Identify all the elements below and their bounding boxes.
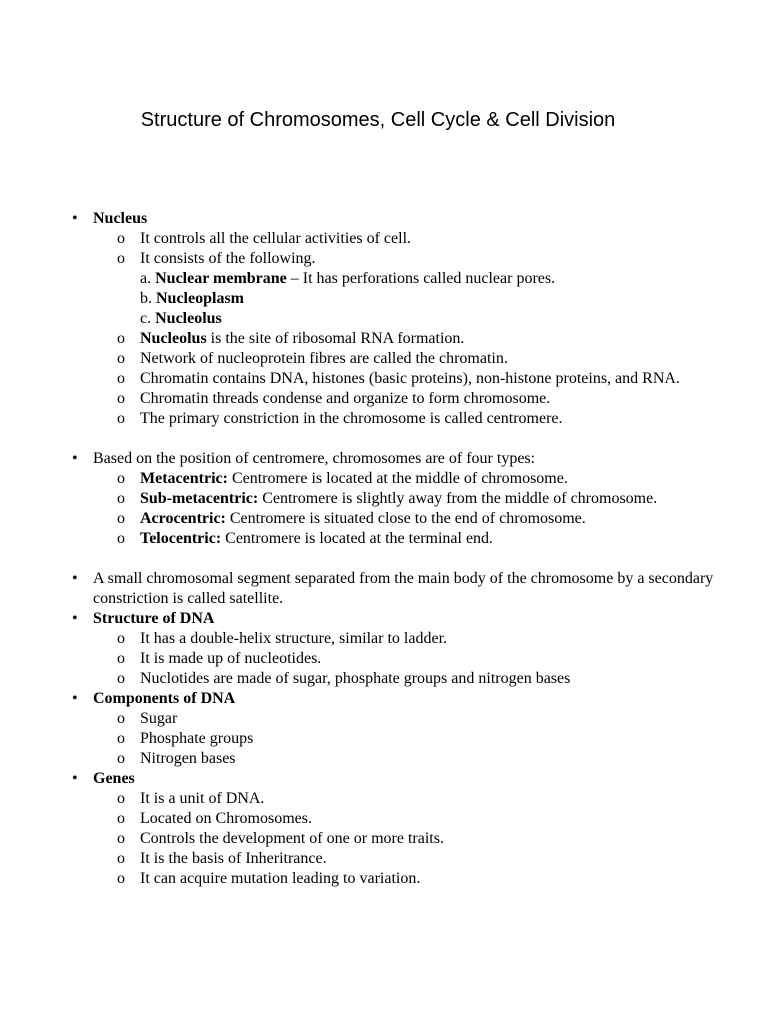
circle-bullet-icon: o [117,510,125,527]
heading-nucleus: Nucleus [93,210,148,227]
item-text: Centromere is slightly away from the middle of chromosome. [258,490,658,507]
bullet-icon: • [72,610,78,627]
list-item-genes [0,769,740,789]
list-item [0,249,740,269]
item-text: It controls all the cellular activities of cell. [140,230,412,247]
circle-bullet-icon: o [117,370,125,387]
item-text: It consists of the following. [140,250,316,267]
item-text: is the site of ribosomal RNA formation. [206,330,465,347]
circle-bullet-icon: o [117,790,125,807]
list-item [0,789,740,809]
list-item-dna-components [0,689,740,709]
item-text: Controls the development of one or more traits. [140,830,444,847]
list-item [0,529,740,549]
sub-item-prefix: b. [140,290,156,307]
circle-bullet-icon: o [117,630,125,647]
item-text: The primary constriction in the chromosome is called centromere. [140,410,563,427]
circle-bullet-icon: o [117,710,125,727]
list-item [0,829,740,849]
list-item [0,369,740,389]
term-nucleoplasm: Nucleoplasm [156,290,244,307]
item-text: Phosphate groups [140,730,254,747]
list-item [0,629,740,649]
circle-bullet-icon: o [117,670,125,687]
item-text: It is the basis of Inheritrance. [140,850,327,867]
term-nucleolus: Nucleolus [140,330,207,347]
list-item [0,849,740,869]
list-item [0,749,740,769]
term-sub-metacentric: Sub-metacentric: [140,490,259,507]
list-item [0,509,740,529]
list-item [0,729,740,749]
item-text: It has a double-helix structure, similar to ladder. [140,630,448,647]
item-text: Chromatin contains DNA, histones (basic proteins), non-histone proteins, and RNA. [140,370,680,387]
item-text: – It has perforations called nuclear pores. [286,270,556,287]
circle-bullet-icon: o [117,230,125,247]
list-item-satellite [0,569,740,609]
circle-bullet-icon: o [117,810,125,827]
term-nuclear-membrane: Nuclear membrane [155,270,287,287]
sub-item-prefix: c. [140,310,156,327]
item-text: It is made up of nucleotides. [140,650,322,667]
list-item [0,409,740,429]
bullet-icon: • [72,210,78,227]
term-metacentric: Metacentric: [140,470,228,487]
item-text: It can acquire mutation leading to variation. [140,870,421,887]
circle-bullet-icon: o [117,410,125,427]
bullet-icon: • [72,570,78,587]
item-text: Centromere is located at the middle of chromosome. [227,470,568,487]
sub-item-b [0,289,740,309]
item-text: Based on the position of centromere, chromosomes are of four types: [93,450,536,467]
circle-bullet-icon: o [117,830,125,847]
circle-bullet-icon: o [117,530,125,547]
item-text: A small chromosomal segment separated from the main body of the chromosome by a secondary constriction is called satellite. [93,570,714,607]
item-text: Located on Chromosomes. [140,810,312,827]
circle-bullet-icon: o [117,870,125,887]
circle-bullet-icon: o [117,250,125,267]
item-text: Nuclotides are made of sugar, phosphate groups and nitrogen bases [140,670,571,687]
list-item [0,229,740,249]
item-text: Centromere is situated close to the end of chromosome. [225,510,586,527]
heading-genes: Genes [93,770,135,787]
heading-components-of-dna: Components of DNA [93,690,236,707]
circle-bullet-icon: o [117,730,125,747]
circle-bullet-icon: o [117,490,125,507]
list-item [0,489,740,509]
list-item [0,329,740,349]
item-text: Sugar [140,710,178,727]
circle-bullet-icon: o [117,390,125,407]
bullet-icon: • [72,770,78,787]
item-text: Chromatin threads condense and organize to form chromosome. [140,390,551,407]
heading-structure-of-dna: Structure of DNA [93,610,215,627]
item-text: Centromere is located at the terminal end. [221,530,494,547]
list-item-types [0,449,740,469]
term-acrocentric: Acrocentric: [140,510,226,527]
sub-item-prefix: a. [140,270,156,287]
item-text: It is a unit of DNA. [140,790,265,807]
list-item-nucleus [0,209,740,229]
sub-item-a [0,269,740,289]
circle-bullet-icon: o [117,350,125,367]
list-item [0,349,740,369]
list-item [0,709,740,729]
document-body [0,209,740,889]
circle-bullet-icon: o [117,750,125,767]
list-item [0,389,740,409]
circle-bullet-icon: o [117,850,125,867]
circle-bullet-icon: o [117,650,125,667]
term-telocentric: Telocentric: [140,530,222,547]
list-item [0,649,740,669]
sub-item-c [0,309,740,329]
list-item-dna-structure [0,609,740,629]
page-title: Structure of Chromosomes, Cell Cycle & Cell Division [140,109,616,131]
bullet-icon: • [72,450,78,467]
list-item [0,469,740,489]
item-text: Nitrogen bases [140,750,236,767]
list-item [0,809,740,829]
circle-bullet-icon: o [117,330,125,347]
list-item [0,869,740,889]
circle-bullet-icon: o [117,470,125,487]
item-text: Network of nucleoprotein fibres are called the chromatin. [140,350,508,367]
list-item [0,669,740,689]
term-nucleolus: Nucleolus [155,310,222,327]
bullet-icon: • [72,690,78,707]
